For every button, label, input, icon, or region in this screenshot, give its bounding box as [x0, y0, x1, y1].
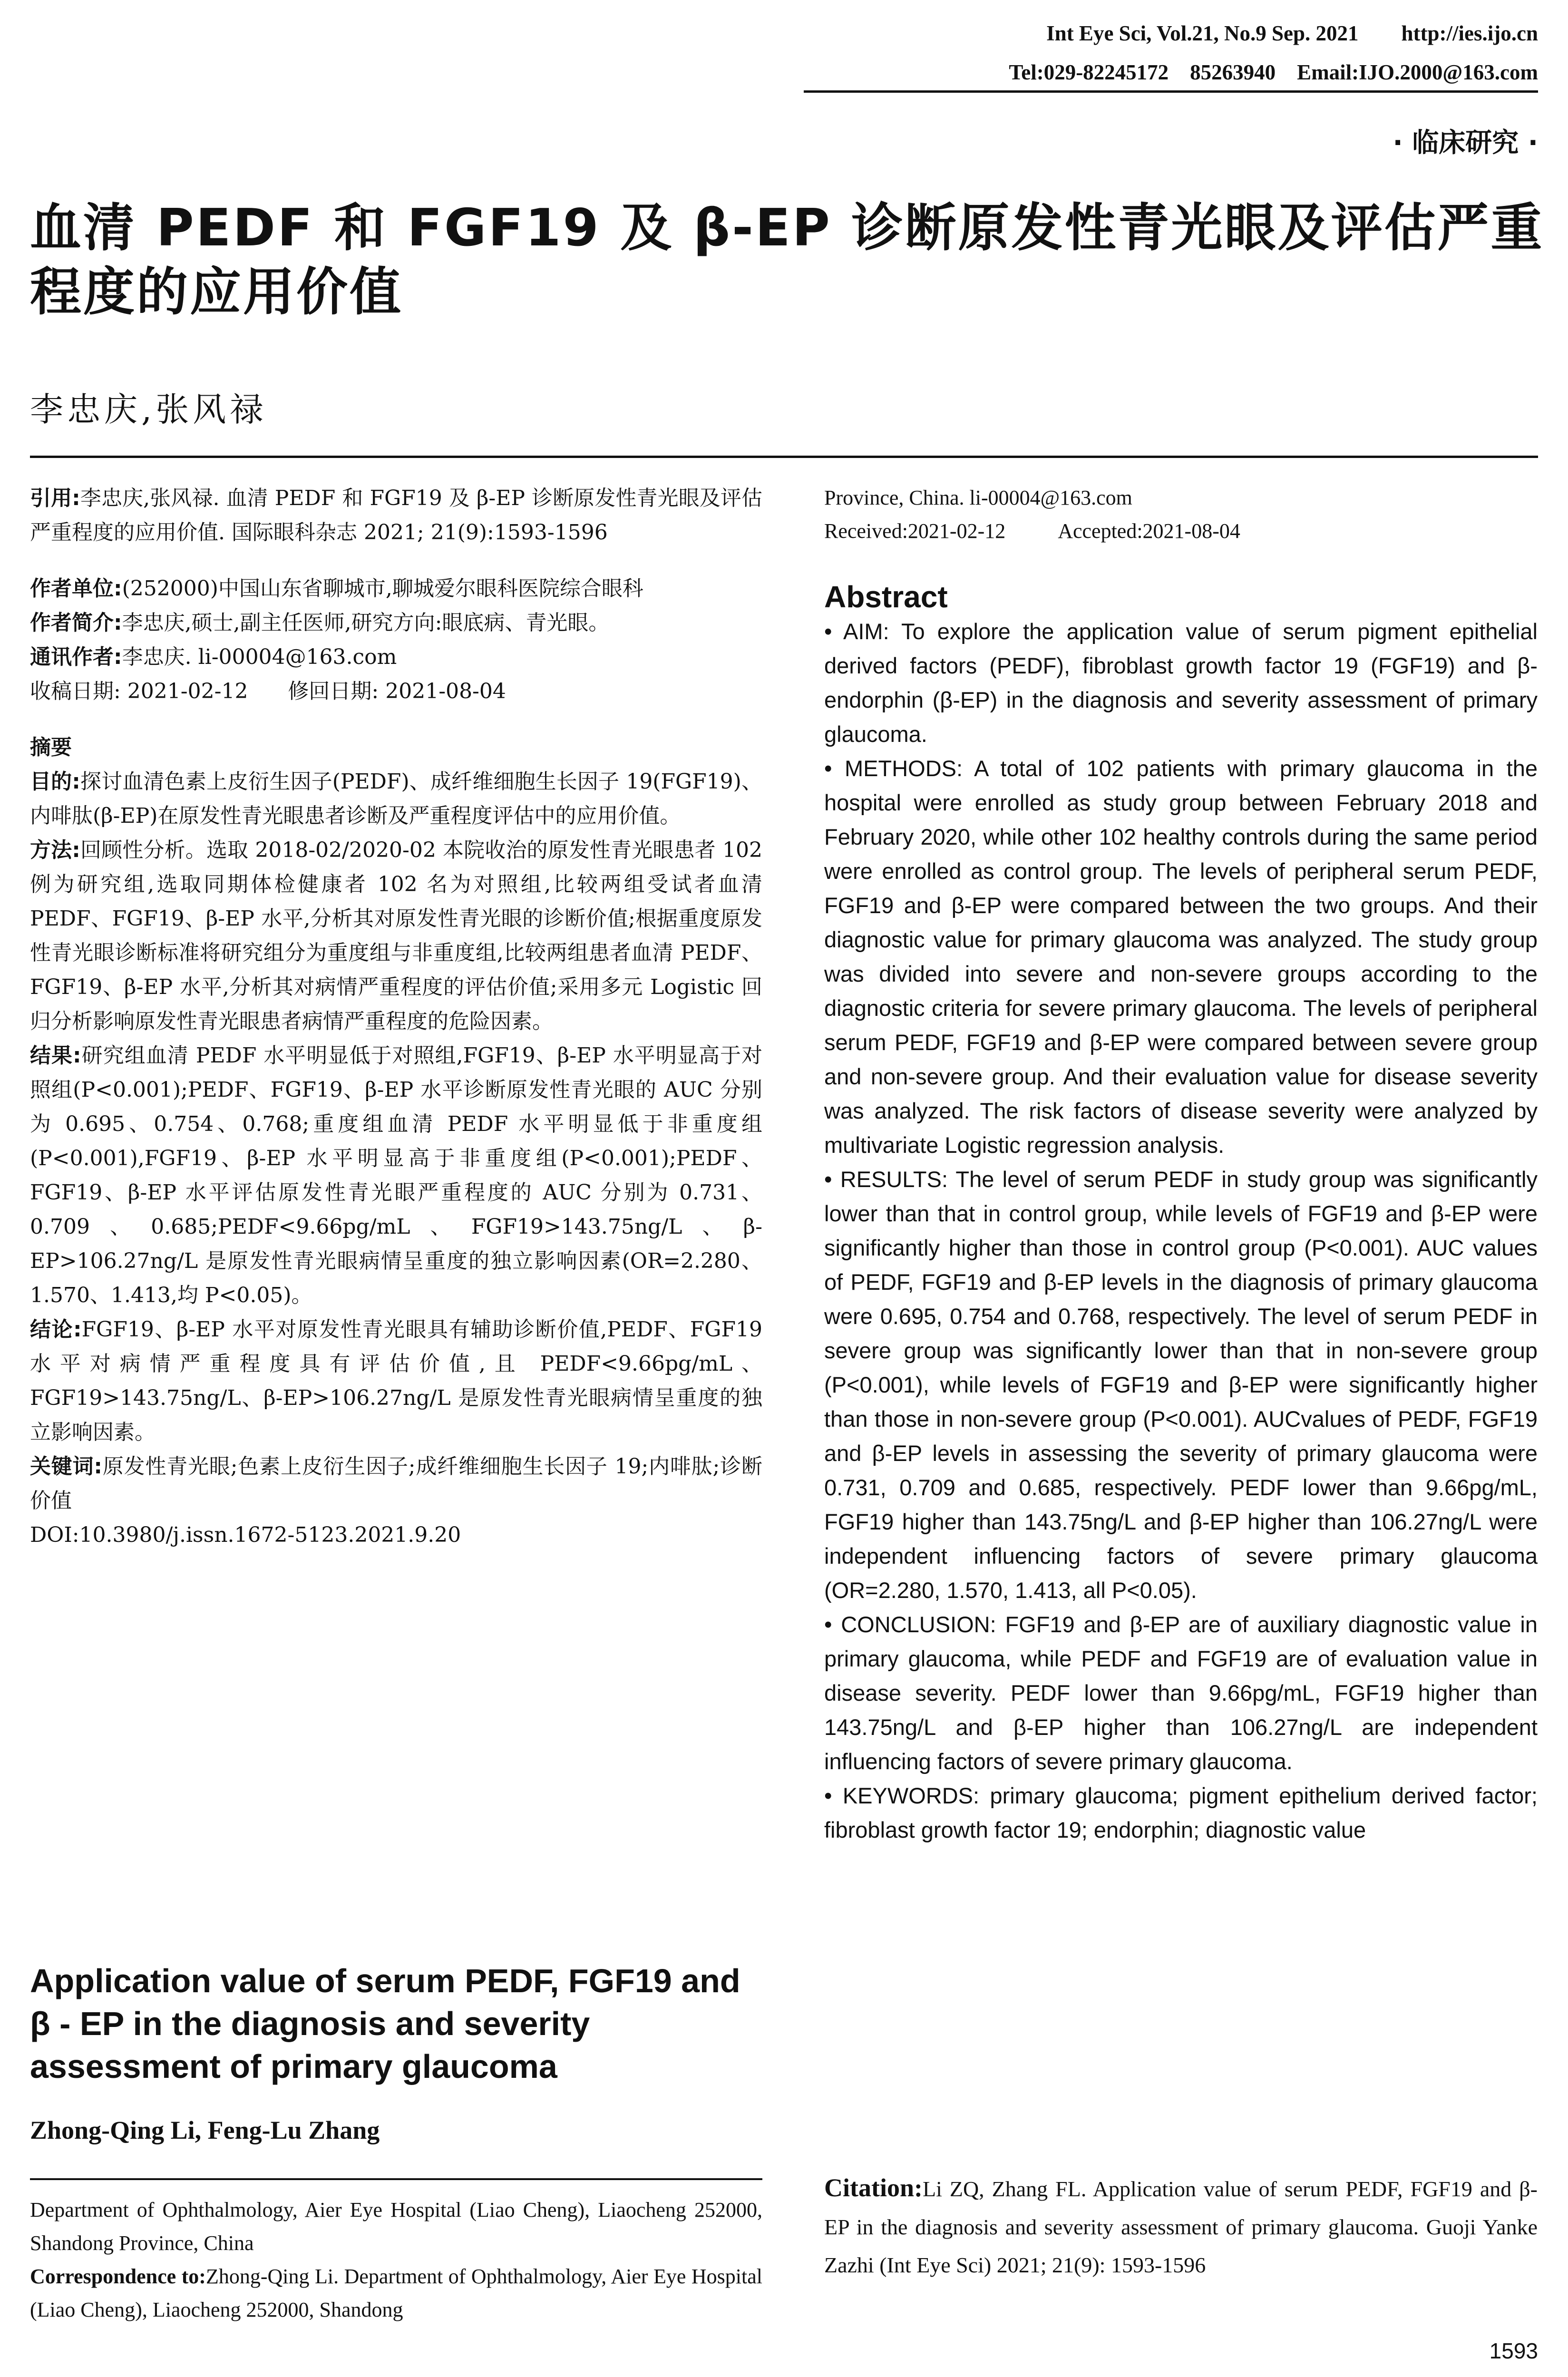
abstract-heading-en: Abstract: [824, 580, 948, 614]
author-unit: [30, 572, 762, 606]
affiliation-block: [30, 2193, 762, 2327]
author-unit-text: (252000)中国山东省聊城市,聊城爱尔眼科医院综合眼科: [122, 576, 643, 601]
english-title-block: [30, 1959, 762, 2145]
header-rule: [804, 90, 1538, 93]
abstract-conclusion-en: • CONCLUSION: FGF19 and β-EP are of auxiliary diagnostic value in primary glaucoma, while PEDF and FGF19 are of evaluation value in disease severity. PEDF lower than 9.66pg/mL, FGF19 higher than 143.75ng/L and β-EP higher than 106.27ng/L are independent influencing factors of severe primary glaucoma.: [824, 1612, 1538, 1774]
affiliation-continued: Province, China. li-00004@163.com: [824, 486, 1132, 509]
affiliation-en: Department of Ophthalmology, Aier Eye Hospital (Liao Cheng), Liaocheng 252000, Shandong Province, China: [30, 2198, 762, 2255]
citation-en-block: [824, 2169, 1538, 2284]
article-title-en: Application value of serum PEDF, FGF19 and β - EP in the diagnosis and severity assessment of primary glaucoma: [30, 1962, 740, 2085]
left-column: [30, 481, 762, 1552]
conclusion-label-cn: 结论:: [30, 1317, 82, 1342]
abstract-methods-en: • METHODS: A total of 102 patients with primary glaucoma in the hospital were enrolled as study group between February 2018 and February 2020, while other 102 healthy controls during the same period were enrolled as control group. The levels of peripheral serum PEDF, FGF19 and β-EP were compared between the two groups. And their diagnostic value for primary glaucoma was analyzed. The study group was divided into severe and non-severe groups according to the diagnostic criteria for severe primary glaucoma. The levels of peripheral serum PEDF, FGF19 and β-EP were compared between severe group and non-severe group. And their evaluation value for disease severity was analyzed. The risk factors of disease severity were analyzed by multivariate Logistic regression analysis.: [824, 756, 1538, 1158]
abstract-results-cn: [30, 1039, 762, 1313]
keywords-cn: [30, 1450, 762, 1518]
authors-cn: 李忠庆,张风禄: [30, 390, 267, 429]
correspondence-en-text: Zhong-Qing Li. Department of Ophthalmology, Aier Eye Hospital (Liao Cheng), Liaocheng 252000, Shandong: [30, 2265, 762, 2321]
abstract-results-en: • RESULTS: The level of serum PEDF in study group was significantly lower than that in control group, while levels of FGF19 and β-EP were significantly higher than those in control group (P<0.001). AUC values of PEDF, FGF19 and β-EP levels in the diagnosis of primary glaucoma were 0.695, 0.754 and 0.768, respectively. The level of serum PEDF in severe group was significantly lower than that in non-severe group (P<0.001), while levels of FGF19 and β-EP were significantly higher than those in non-severe group (P<0.001). AUCvalues of PEDF, FGF19 and β-EP levels in assessing the severity of primary glaucoma were 0.731, 0.709 and 0.685, respectively. PEDF lower than 9.66pg/mL, FGF19 higher than 143.75ng/L and β-EP higher than 106.27ng/L were independent influencing factors of severe primary glaucoma (OR=2.280, 1.570, 1.413, all P<0.05).: [824, 1167, 1538, 1603]
results-label-cn: 结果:: [30, 1043, 81, 1068]
abstract-keywords-en: • KEYWORDS: primary glaucoma; pigment epithelium derived factor; fibroblast growth factor 19; endorphin; diagnostic value: [824, 1783, 1538, 1842]
abstract-conclusion-cn: [30, 1313, 762, 1450]
corresponding-author-label: 通讯作者:: [30, 645, 122, 669]
keywords-text-cn: 原发性青光眼;色素上皮衍生因子;成纤维细胞生长因子 19;内啡肽;诊断价值: [30, 1454, 762, 1513]
article-title-cn: 血清 PEDF 和 FGF19 及 β-EP 诊断原发性青光眼及评估严重程度的应用价值: [30, 198, 1544, 322]
citation-en: [824, 2169, 1538, 2284]
citation-cn: [30, 481, 762, 550]
accepted-date: Accepted:2021-08-04: [1058, 519, 1240, 543]
correspondence-en-label: Correspondence to:: [30, 2265, 206, 2288]
author-bio: [30, 606, 762, 640]
keywords-label-cn: 关键词:: [30, 1454, 103, 1479]
journal-header-line1: Int Eye Sci, Vol.21, No.9 Sep. 2021 http://ies.ijo.cn: [1046, 21, 1538, 45]
affiliation-rule: [30, 2178, 762, 2180]
right-column: [824, 481, 1538, 1847]
aim-text-cn: 探讨血清色素上皮衍生因子(PEDF)、成纤维细胞生长因子 19(FGF19)、内啡肽(β-EP)在原发性青光眼患者诊断及严重程度评估中的应用价值。: [30, 770, 762, 828]
corresponding-author-text: 李忠庆. li-00004@163.com: [122, 645, 397, 669]
dates-cn: 收稿日期: 2021-02-12 修回日期: 2021-08-04: [30, 679, 506, 703]
author-unit-label: 作者单位:: [30, 576, 122, 601]
abstract-heading-cn: 摘要: [30, 735, 72, 760]
received-date: Received:2021-02-12: [824, 519, 1006, 543]
conclusion-text-cn: FGF19、β-EP 水平对原发性青光眼具有辅助诊断价值,PEDF、FGF19 水平对病情严重程度具有评估价值,且 PEDF<9.66pg/mL、FGF19>143.75ng/L、β-EP>106.27ng/L 是原发性青光眼病情呈重度的独立影响因素。: [30, 1317, 762, 1444]
results-text-cn: 研究组血清 PEDF 水平明显低于对照组,FGF19、β-EP 水平明显高于对照组(P<0.001);PEDF、FGF19、β-EP 水平诊断原发性青光眼的 AUC 分别为 0.695、0.754、0.768;重度组血清 PEDF 水平明显低于非重度组(P<0.001),FGF19、β-EP 水平明显高于非重度组(P<0.001);PEDF、FGF19、β-EP 水平评估原发性青光眼严重程度的 AUC 分别为 0.731、0.709、0.685;PEDF<9.66pg/mL、FGF19>143.75ng/L、β-EP>106.27ng/L 是原发性青光眼病情呈重度的独立影响因素(OR=2.280、1.570、1.413,均 P<0.05)。: [30, 1043, 762, 1307]
doi: DOI:10.3980/j.issn.1672-5123.2021.9.20: [30, 1523, 461, 1547]
correspondence-en: [30, 2260, 762, 2327]
citation-cn-text: 李忠庆,张风禄. 血清 PEDF 和 FGF19 及 β-EP 诊断原发性青光眼及评估严重程度的应用价值. 国际眼科杂志 2021; 21(9):1593-1596: [30, 486, 762, 545]
author-bio-text: 李忠庆,硕士,副主任医师,研究方向:眼底病、青光眼。: [122, 611, 610, 635]
methods-text-cn: 回顾性分析。选取 2018-02/2020-02 本院收治的原发性青光眼患者 102 例为研究组,选取同期体检健康者 102 名为对照组,比较两组受试者血清 PEDF、FGF19、β-EP 水平,分析其对原发性青光眼的诊断价值;根据重度原发性青光眼诊断标准将研究组分为重度组与非重度组,比较两组患者血清 PEDF、FGF19、β-EP 水平,分析其对病情严重程度的评估价值;采用多元 Logistic 回归分析影响原发性青光眼患者病情严重程度的危险因素。: [30, 838, 762, 1033]
received-accepted: [824, 515, 1538, 548]
section-label: · 临床研究 ·: [1393, 127, 1538, 158]
abstract-aim-cn: [30, 765, 762, 833]
aim-label-cn: 目的:: [30, 770, 80, 794]
citation-en-text: Li ZQ, Zhang FL. Application value of serum PEDF, FGF19 and β-EP in the diagnosis and severity assessment of primary glaucoma. Guoji Yanke Zazhi (Int Eye Sci) 2021; 21(9): 1593-1596: [824, 2177, 1538, 2277]
title-rule: [30, 456, 1538, 458]
page-number: 1593: [1489, 2338, 1538, 2363]
citation-cn-label: 引用:: [30, 486, 80, 510]
citation-en-label: Citation:: [824, 2173, 923, 2202]
methods-label-cn: 方法:: [30, 838, 80, 862]
journal-header-line2: Tel:029-82245172 85263940 Email:IJO.2000@163.com: [1009, 60, 1538, 84]
corresponding-author-cn: [30, 640, 762, 674]
author-bio-label: 作者简介:: [30, 611, 122, 635]
authors-en: Zhong-Qing Li, Feng-Lu Zhang: [30, 2116, 380, 2144]
abstract-aim-en: • AIM: To explore the application value of serum pigment epithelial derived factors (PEDF), fibroblast growth factor 19 (FGF19) and β-endorphin (β-EP) in the diagnosis and severity assessment of primary glaucoma.: [824, 619, 1538, 747]
abstract-methods-cn: [30, 833, 762, 1039]
